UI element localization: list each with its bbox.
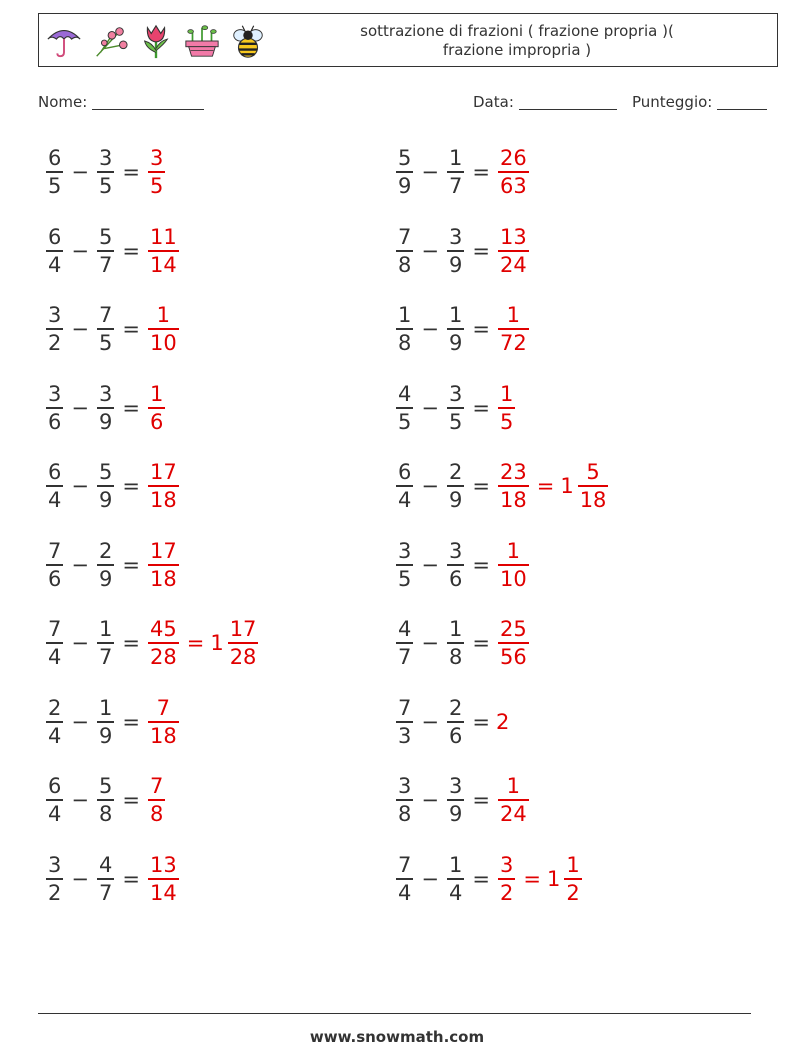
minus-sign: − xyxy=(71,474,89,498)
numerator: 3 xyxy=(448,538,463,563)
numerator: 6 xyxy=(48,460,62,484)
denominator: 14 xyxy=(148,250,179,278)
numerator: 3 xyxy=(448,224,463,249)
denominator: 9 xyxy=(447,328,464,356)
answer xyxy=(496,538,531,592)
equals-sign: = xyxy=(122,317,140,341)
denominator: 5 xyxy=(498,407,515,435)
numerator: 1 xyxy=(566,852,580,877)
answer-fraction xyxy=(148,695,179,749)
answer xyxy=(146,616,260,670)
numerator: 5 xyxy=(98,460,113,484)
fraction-a xyxy=(396,224,413,278)
mixed-whole: 1 xyxy=(560,474,574,498)
answer-fraction xyxy=(498,145,529,199)
denominator: 4 xyxy=(46,642,63,670)
denominator: 9 xyxy=(396,171,413,199)
equals-sign: = xyxy=(472,709,490,734)
minus-sign: − xyxy=(71,788,89,812)
numerator: 6 xyxy=(398,460,412,484)
fraction-a xyxy=(46,773,63,827)
numerator: 7 xyxy=(398,695,412,720)
denominator: 9 xyxy=(97,407,114,435)
fraction-b xyxy=(447,381,464,435)
numerator: 13 xyxy=(499,224,527,249)
minus-sign: − xyxy=(71,631,89,655)
equals-sign: = xyxy=(472,788,490,812)
numerator: 2 xyxy=(448,695,463,720)
numerator: 4 xyxy=(398,381,412,406)
score-label: Punteggio: xyxy=(632,93,713,111)
equals-sign: = xyxy=(472,395,490,420)
minus-sign: − xyxy=(71,709,89,734)
denominator: 18 xyxy=(148,564,179,592)
numerator: 7 xyxy=(398,852,412,877)
numerator: 2 xyxy=(48,695,62,720)
answer xyxy=(146,302,181,356)
answer xyxy=(496,224,531,278)
answer-fraction xyxy=(148,852,179,906)
numerator: 3 xyxy=(48,381,62,406)
numerator: 1 xyxy=(448,146,463,170)
fraction-b xyxy=(447,773,464,827)
minus-sign: − xyxy=(421,709,439,734)
footer-divider xyxy=(38,1013,751,1014)
numerator: 3 xyxy=(398,538,412,563)
problem-item xyxy=(394,611,531,675)
answer-fraction xyxy=(148,773,165,827)
numerator: 3 xyxy=(448,381,463,406)
numerator: 5 xyxy=(586,460,600,484)
answer xyxy=(496,710,509,734)
denominator: 6 xyxy=(447,721,464,749)
equals-sign: = xyxy=(536,474,555,498)
problem-item xyxy=(44,454,181,518)
numerator: 17 xyxy=(149,538,177,563)
mixed-whole: 1 xyxy=(210,631,224,655)
problem-item xyxy=(394,690,509,754)
answer xyxy=(146,695,181,749)
numerator: 2 xyxy=(448,460,463,484)
equals-sign: = xyxy=(472,552,490,577)
answer-fraction xyxy=(148,302,179,356)
numerator: 3 xyxy=(149,146,164,170)
answer xyxy=(496,302,531,356)
fraction-a xyxy=(396,381,413,435)
minus-sign: − xyxy=(71,395,89,420)
numerator: 7 xyxy=(156,695,171,720)
denominator: 6 xyxy=(46,407,63,435)
numerator: 1 xyxy=(506,538,521,563)
answer xyxy=(496,381,517,435)
answer xyxy=(146,852,181,906)
fraction-a xyxy=(396,538,413,592)
denominator: 14 xyxy=(148,878,179,906)
numerator: 6 xyxy=(48,774,62,798)
equals-sign: = xyxy=(472,317,490,341)
denominator: 9 xyxy=(447,485,464,513)
denominator: 63 xyxy=(498,171,529,199)
denominator: 4 xyxy=(46,799,63,827)
minus-sign: − xyxy=(421,631,439,655)
mixed-fraction xyxy=(564,852,581,906)
numerator: 4 xyxy=(398,617,412,641)
denominator: 28 xyxy=(228,642,259,670)
denominator: 4 xyxy=(396,878,413,906)
fraction-b xyxy=(447,145,464,199)
denominator: 18 xyxy=(148,721,179,749)
equals-sign: = xyxy=(523,866,541,891)
worksheet-header xyxy=(38,13,778,67)
numerator: 26 xyxy=(499,146,527,170)
numerator: 1 xyxy=(98,695,113,720)
fraction-b xyxy=(97,695,114,749)
denominator: 8 xyxy=(396,799,413,827)
denominator: 4 xyxy=(46,721,63,749)
answer-fraction xyxy=(148,381,165,435)
fraction-a xyxy=(396,773,413,827)
minus-sign: − xyxy=(421,238,439,263)
denominator: 28 xyxy=(148,642,179,670)
numerator: 1 xyxy=(448,852,463,877)
numerator: 4 xyxy=(98,852,113,877)
numerator: 1 xyxy=(448,617,463,641)
numerator: 7 xyxy=(48,538,62,563)
answer-fraction xyxy=(148,224,179,278)
numerator: 3 xyxy=(398,774,412,798)
numerator: 6 xyxy=(48,224,62,249)
problem-item xyxy=(44,297,181,361)
denominator: 18 xyxy=(148,485,179,513)
equals-sign: = xyxy=(472,866,490,891)
fraction-b xyxy=(97,224,114,278)
answer xyxy=(496,852,584,906)
minus-sign: − xyxy=(71,317,89,341)
tulip-icon xyxy=(137,21,175,61)
fraction-b xyxy=(447,695,464,749)
numerator: 5 xyxy=(398,146,412,170)
denominator: 56 xyxy=(498,642,529,670)
mixed-whole: 1 xyxy=(546,866,561,891)
numerator: 1 xyxy=(149,381,164,406)
numerator: 1 xyxy=(398,303,412,327)
equals-sign: = xyxy=(472,160,490,184)
denominator: 6 xyxy=(46,564,63,592)
answer xyxy=(146,224,181,278)
denominator: 18 xyxy=(578,485,609,513)
fraction-a xyxy=(396,616,413,670)
denominator: 5 xyxy=(97,171,114,199)
fraction-b xyxy=(97,773,114,827)
fraction-b xyxy=(97,538,114,592)
fraction-a xyxy=(46,302,63,356)
numerator: 7 xyxy=(98,303,113,327)
denominator: 8 xyxy=(447,642,464,670)
denominator: 7 xyxy=(97,250,114,278)
fraction-b xyxy=(447,852,464,906)
fraction-b xyxy=(447,302,464,356)
denominator: 7 xyxy=(447,171,464,199)
denominator: 2 xyxy=(46,328,63,356)
fraction-a xyxy=(46,616,63,670)
denominator: 24 xyxy=(498,799,529,827)
fraction-a xyxy=(46,459,63,513)
answer-integer: 2 xyxy=(495,709,510,734)
answer xyxy=(496,459,610,513)
denominator: 7 xyxy=(97,878,114,906)
equals-sign: = xyxy=(122,631,140,655)
denominator: 4 xyxy=(447,878,464,906)
answer-fraction xyxy=(148,145,165,199)
denominator: 4 xyxy=(396,485,413,513)
denominator: 7 xyxy=(97,642,114,670)
problem-item xyxy=(394,376,517,440)
numerator: 1 xyxy=(98,617,113,641)
numerator: 6 xyxy=(48,146,62,170)
problem-item xyxy=(394,454,610,518)
denominator: 5 xyxy=(46,171,63,199)
date-label: Data: xyxy=(473,93,514,111)
equals-sign: = xyxy=(122,788,140,812)
answer-fraction xyxy=(498,459,529,513)
problem-item xyxy=(44,219,181,283)
fraction-a xyxy=(46,538,63,592)
denominator: 18 xyxy=(498,485,529,513)
worksheet-title: sottrazione di frazioni ( frazione propria )( frazione impropria ) xyxy=(360,22,674,59)
numerator: 1 xyxy=(506,774,521,798)
answer-fraction xyxy=(148,616,179,670)
date-field xyxy=(473,93,617,111)
footer-site: www.snowmath.com xyxy=(309,1028,485,1046)
denominator: 10 xyxy=(498,564,529,592)
denominator: 7 xyxy=(396,642,413,670)
numerator: 7 xyxy=(48,617,62,641)
numerator: 17 xyxy=(229,617,257,641)
numerator: 3 xyxy=(499,852,514,877)
numerator: 3 xyxy=(98,381,113,406)
numerator: 1 xyxy=(448,303,463,327)
denominator: 24 xyxy=(498,250,529,278)
numerator: 1 xyxy=(156,303,171,327)
equals-sign: = xyxy=(122,552,140,577)
score-line xyxy=(717,94,767,110)
equals-sign: = xyxy=(472,631,490,655)
denominator: 3 xyxy=(396,721,413,749)
bee-icon xyxy=(229,21,267,61)
answer-fraction xyxy=(498,852,515,906)
equals-sign: = xyxy=(122,160,140,184)
fraction-a xyxy=(46,695,63,749)
equals-sign: = xyxy=(472,474,490,498)
problem-item xyxy=(44,690,181,754)
answer xyxy=(146,773,167,827)
fraction-a xyxy=(396,459,413,513)
fraction-b xyxy=(97,302,114,356)
equals-sign: = xyxy=(122,238,140,263)
answer-fraction xyxy=(498,538,529,592)
denominator: 6 xyxy=(148,407,165,435)
fraction-a xyxy=(396,695,413,749)
denominator: 8 xyxy=(396,328,413,356)
umbrella-icon xyxy=(45,21,83,61)
minus-sign: − xyxy=(421,866,439,891)
denominator: 6 xyxy=(447,564,464,592)
fraction-b xyxy=(97,852,114,906)
name-label: Nome: xyxy=(38,93,88,111)
answer xyxy=(496,616,531,670)
denominator: 5 xyxy=(396,407,413,435)
numerator: 23 xyxy=(499,460,527,484)
denominator: 72 xyxy=(498,328,529,356)
denominator: 9 xyxy=(447,250,464,278)
numerator: 3 xyxy=(48,852,62,877)
numerator: 5 xyxy=(98,224,113,249)
answer xyxy=(146,538,181,592)
equals-sign: = xyxy=(122,866,140,891)
fraction-a xyxy=(396,302,413,356)
answer-fraction xyxy=(498,616,529,670)
fraction-a xyxy=(396,145,413,199)
denominator: 4 xyxy=(46,485,63,513)
equals-sign: = xyxy=(122,709,140,734)
answer-fraction xyxy=(498,224,529,278)
answer xyxy=(146,145,167,199)
problem-item xyxy=(44,611,260,675)
minus-sign: − xyxy=(421,552,439,577)
fraction-a xyxy=(46,145,63,199)
minus-sign: − xyxy=(421,474,439,498)
answer xyxy=(146,459,181,513)
fraction-b xyxy=(97,381,114,435)
minus-sign: − xyxy=(71,552,89,577)
problem-item xyxy=(394,847,584,911)
denominator: 9 xyxy=(97,485,114,513)
denominator: 2 xyxy=(46,878,63,906)
denominator: 9 xyxy=(97,721,114,749)
numerator: 5 xyxy=(98,774,113,798)
flower-pot-icon xyxy=(183,21,221,61)
problem-item xyxy=(394,768,531,832)
denominator: 10 xyxy=(148,328,179,356)
numerator: 3 xyxy=(48,303,62,327)
date-line xyxy=(519,94,617,110)
denominator: 2 xyxy=(564,878,581,906)
minus-sign: − xyxy=(421,788,439,812)
numerator: 3 xyxy=(98,146,113,170)
minus-sign: − xyxy=(71,238,89,263)
numerator: 7 xyxy=(149,774,164,798)
answer xyxy=(496,773,531,827)
fraction-b xyxy=(97,616,114,670)
minus-sign: − xyxy=(421,160,439,184)
mixed-fraction xyxy=(578,459,609,513)
denominator: 8 xyxy=(97,799,114,827)
denominator: 9 xyxy=(97,564,114,592)
numerator: 11 xyxy=(149,224,177,249)
equals-sign: = xyxy=(122,395,140,420)
answer-fraction xyxy=(498,302,529,356)
minus-sign: − xyxy=(71,866,89,891)
denominator: 5 xyxy=(97,328,114,356)
denominator: 5 xyxy=(148,171,165,199)
answer-fraction xyxy=(498,381,515,435)
numerator: 2 xyxy=(98,538,113,563)
problem-item xyxy=(394,140,531,204)
numerator: 25 xyxy=(499,617,527,641)
fraction-b xyxy=(447,224,464,278)
answer-fraction xyxy=(498,773,529,827)
minus-sign: − xyxy=(421,395,439,420)
score-field xyxy=(632,93,767,111)
header-icons xyxy=(45,19,267,63)
flowers-icon xyxy=(91,21,129,61)
numerator: 13 xyxy=(149,852,177,877)
denominator: 4 xyxy=(46,250,63,278)
numerator: 7 xyxy=(398,224,412,249)
fraction-b xyxy=(447,616,464,670)
problem-item xyxy=(44,140,167,204)
denominator: 5 xyxy=(447,407,464,435)
problem-item xyxy=(394,219,531,283)
denominator: 5 xyxy=(396,564,413,592)
denominator: 8 xyxy=(148,799,165,827)
answer xyxy=(496,145,531,199)
fraction-b xyxy=(97,145,114,199)
denominator: 2 xyxy=(498,878,515,906)
denominator: 8 xyxy=(396,250,413,278)
fraction-b xyxy=(447,459,464,513)
problem-item xyxy=(394,297,531,361)
numerator: 1 xyxy=(506,303,521,327)
fraction-a xyxy=(46,852,63,906)
fraction-a xyxy=(396,852,413,906)
fraction-b xyxy=(97,459,114,513)
equals-sign: = xyxy=(186,631,205,655)
numerator: 17 xyxy=(149,460,177,484)
fraction-a xyxy=(46,381,63,435)
mixed-fraction xyxy=(228,616,259,670)
answer-fraction xyxy=(148,459,179,513)
fraction-b xyxy=(447,538,464,592)
problem-item xyxy=(44,533,181,597)
numerator: 3 xyxy=(448,774,463,798)
fraction-a xyxy=(46,224,63,278)
numerator: 1 xyxy=(499,381,514,406)
minus-sign: − xyxy=(71,160,89,184)
problem-item xyxy=(44,768,167,832)
numerator: 45 xyxy=(149,617,177,641)
problem-item xyxy=(394,533,531,597)
equals-sign: = xyxy=(472,238,490,263)
answer-fraction xyxy=(148,538,179,592)
minus-sign: − xyxy=(421,317,439,341)
name-field xyxy=(38,93,204,111)
problem-item xyxy=(44,847,181,911)
answer xyxy=(146,381,167,435)
problem-item xyxy=(44,376,167,440)
name-line xyxy=(92,94,204,110)
denominator: 9 xyxy=(447,799,464,827)
equals-sign: = xyxy=(122,474,140,498)
